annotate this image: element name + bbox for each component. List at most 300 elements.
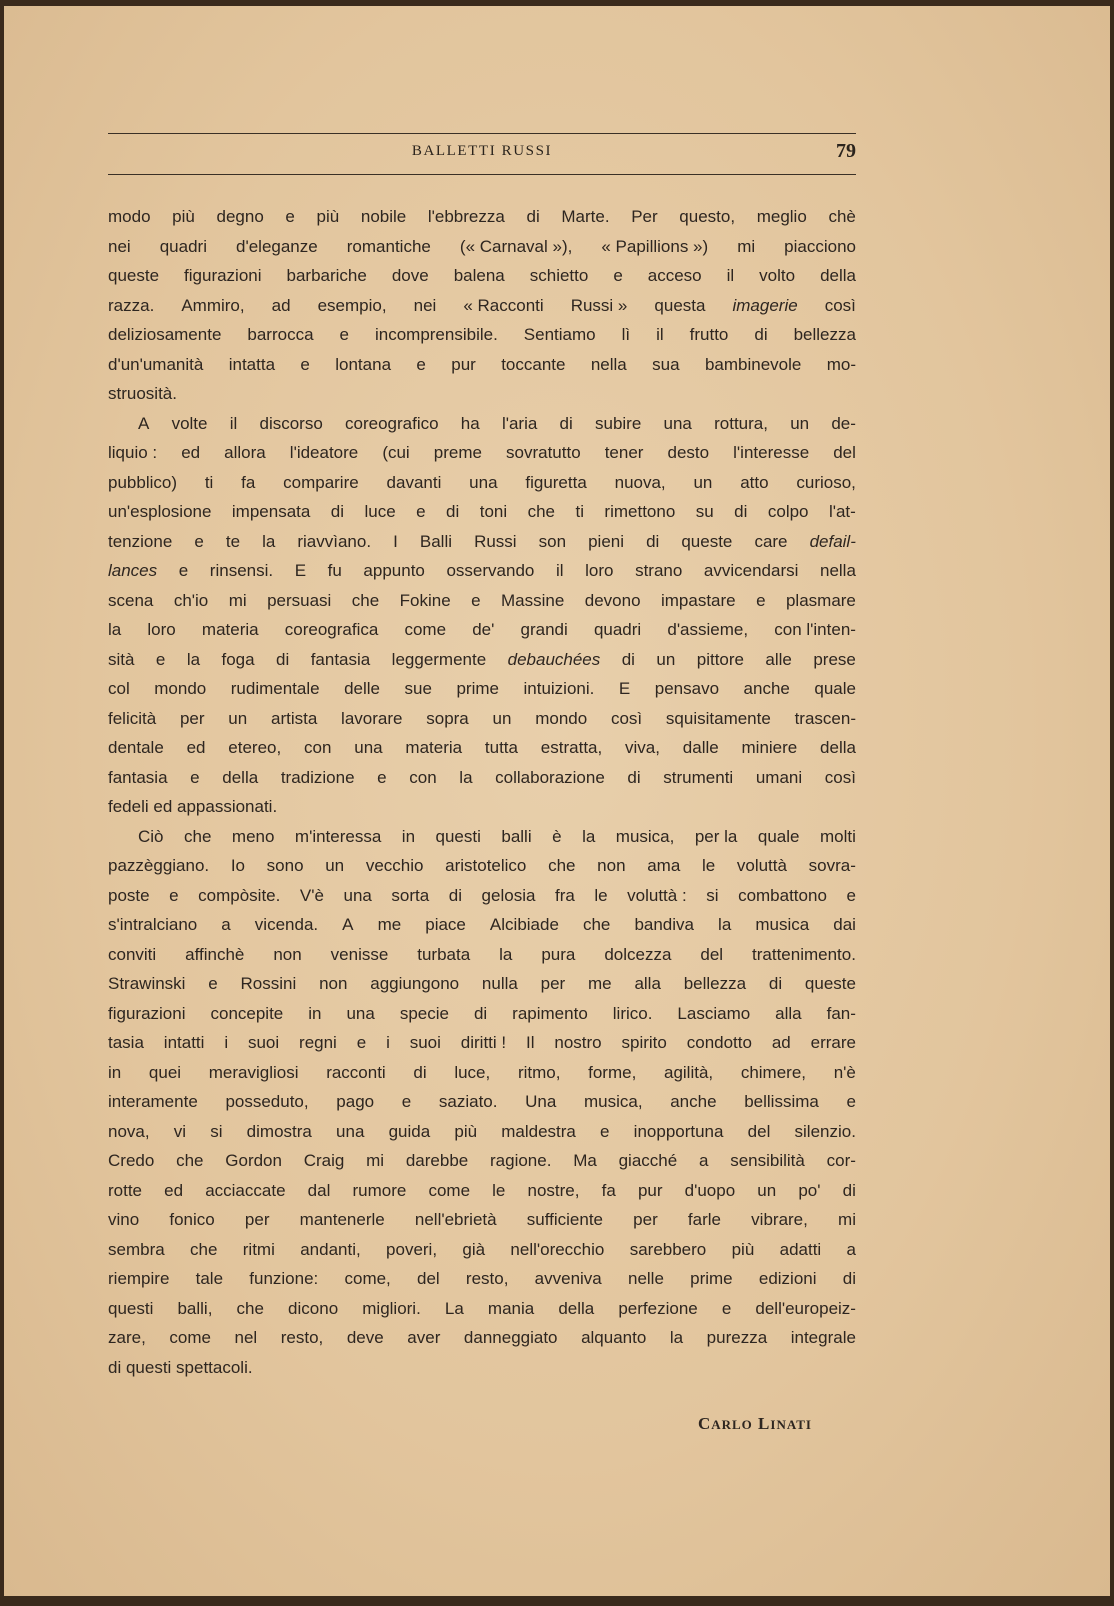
word: le <box>492 1180 506 1200</box>
word: barrocca <box>247 325 314 344</box>
word: nulla <box>481 974 518 993</box>
word: l'interesse <box>733 443 810 462</box>
text-line <box>108 881 856 911</box>
word: de' <box>472 620 495 639</box>
word: tutta <box>484 738 518 757</box>
text-line <box>108 438 856 468</box>
line-text: struosità. <box>108 384 177 403</box>
word: fa <box>601 1180 616 1200</box>
word: e <box>416 354 426 374</box>
text-line <box>108 1294 856 1324</box>
word: acceso <box>647 266 702 285</box>
word: ed <box>186 738 206 757</box>
word: degno <box>216 207 264 226</box>
word: inopportuna <box>633 1121 724 1141</box>
word: dolcezza <box>604 944 672 964</box>
word: romantiche <box>346 236 431 256</box>
word: (cui <box>382 443 410 462</box>
word: collaborazione <box>495 767 605 787</box>
word: comparire <box>283 472 359 492</box>
word: trascen- <box>794 708 856 728</box>
word: Gordon <box>225 1151 282 1170</box>
word: la <box>108 620 122 639</box>
word: sua <box>652 354 680 374</box>
word: rotte <box>108 1180 143 1200</box>
word: dell'europeiz- <box>755 1298 856 1318</box>
word: atto <box>740 472 769 492</box>
word: funzione: <box>249 1269 319 1288</box>
word: un <box>790 413 810 433</box>
text-line <box>108 615 856 645</box>
word: sarebbero <box>629 1239 707 1259</box>
word: di <box>526 207 540 226</box>
word: alla <box>775 1003 802 1023</box>
word: figurazioni <box>108 1003 186 1023</box>
word: mantenerle <box>299 1210 385 1229</box>
word: Lasciamo <box>677 1003 751 1023</box>
word: sono <box>266 856 304 875</box>
word: così <box>824 295 856 315</box>
word: « Papillions ») <box>601 236 709 256</box>
word: per <box>244 1210 270 1229</box>
word: un <box>757 1180 777 1200</box>
word: ch'io <box>173 590 209 610</box>
word: gelosia <box>481 885 536 905</box>
word: e <box>285 207 295 226</box>
word: balli, <box>177 1298 213 1318</box>
word: prime <box>690 1269 733 1288</box>
word: i <box>386 1033 390 1052</box>
word: dalle <box>682 738 719 757</box>
word: E <box>294 561 307 580</box>
word: musica, <box>583 1092 643 1111</box>
word: rottura, <box>714 413 768 433</box>
word: sufficiente <box>526 1210 603 1229</box>
word: fantasia <box>108 767 168 787</box>
word: turbata <box>417 944 471 964</box>
word: frutto <box>689 325 729 344</box>
word: che <box>527 502 556 521</box>
word: luce <box>364 502 396 521</box>
word: Rossini <box>240 974 297 993</box>
word: aristotelico <box>445 856 527 875</box>
word: agilità, <box>664 1062 714 1082</box>
word: desto <box>667 443 710 462</box>
word: tradizione <box>280 767 355 787</box>
word: e <box>721 1298 732 1318</box>
word: un <box>492 708 512 728</box>
word: si <box>210 1121 223 1141</box>
text-line <box>108 409 856 439</box>
word: giacché <box>618 1151 678 1170</box>
text-line <box>108 1264 856 1294</box>
word: specie <box>399 1003 449 1023</box>
word: grandi <box>520 620 568 639</box>
word: estratta, <box>540 738 603 757</box>
word: ritmi <box>242 1239 275 1259</box>
word: quale <box>814 679 856 698</box>
word: è <box>552 826 562 846</box>
text-line <box>108 822 856 852</box>
word: aggiungono <box>370 974 460 993</box>
word: di <box>330 502 345 521</box>
word: queste <box>108 266 160 285</box>
word: che <box>184 826 212 846</box>
word: di <box>559 413 573 433</box>
word: impastare <box>660 590 736 610</box>
word: aver <box>407 1328 441 1347</box>
text-line <box>108 1323 856 1353</box>
word: vecchio <box>365 856 424 875</box>
word: davanti <box>386 472 442 492</box>
word: regni <box>299 1033 337 1052</box>
word: di <box>754 325 768 344</box>
word: che <box>548 856 576 875</box>
word: pubblico) <box>108 472 177 492</box>
word: queste <box>681 531 733 551</box>
word: lontana <box>335 354 392 374</box>
word: dicono <box>288 1298 339 1318</box>
word: s'intralciano <box>108 915 198 934</box>
word: quadri <box>593 620 642 639</box>
word: molti <box>819 826 856 846</box>
word: nella <box>820 561 856 580</box>
word: di <box>842 1269 856 1288</box>
text-line <box>108 1353 856 1383</box>
word: tener <box>604 443 644 462</box>
word: Balli <box>419 531 453 551</box>
word: n'è <box>833 1062 856 1082</box>
word: integrale <box>790 1328 856 1347</box>
word: una <box>336 1121 365 1141</box>
word: intatta <box>228 354 276 374</box>
word: piacciono <box>784 236 856 256</box>
word: l'at- <box>828 502 856 521</box>
word: A <box>138 413 150 433</box>
word: razza. <box>108 295 155 315</box>
text-line <box>108 1058 856 1088</box>
word: la <box>186 649 201 669</box>
word: mondo <box>535 708 588 728</box>
word: interamente <box>108 1092 198 1111</box>
word: de- <box>831 413 856 433</box>
word: della <box>820 738 856 757</box>
word: la <box>499 944 513 964</box>
word: allora <box>224 443 266 462</box>
word: osservando <box>446 561 535 580</box>
word: per <box>540 974 566 993</box>
word: la <box>669 1328 684 1347</box>
word: resto, <box>280 1328 324 1347</box>
word: m'interessa <box>294 826 382 846</box>
word: liquio : <box>108 443 158 462</box>
word: (« Carnaval »), <box>459 236 573 256</box>
word: della <box>820 266 856 285</box>
text-line <box>108 674 856 704</box>
word: Per <box>631 207 658 226</box>
word: silenzio. <box>794 1121 856 1141</box>
word: impensata <box>231 502 311 521</box>
word: chè <box>828 207 856 226</box>
italic-word: imagerie <box>732 295 798 315</box>
text-line <box>108 1028 856 1058</box>
word: col <box>108 679 130 698</box>
word: sensibilità <box>730 1151 805 1170</box>
word: piace <box>425 915 466 934</box>
word: cor- <box>826 1151 856 1170</box>
word: strano <box>635 561 683 580</box>
word: di <box>448 885 462 905</box>
word: tale <box>195 1269 224 1288</box>
text-line <box>108 969 856 999</box>
word: viva, <box>625 738 660 757</box>
italic-word: debauchées <box>507 649 601 669</box>
word: di <box>621 649 635 669</box>
word: che <box>236 1298 264 1318</box>
text-line <box>108 733 856 763</box>
word: sorta <box>391 885 430 905</box>
word: loro <box>147 620 176 639</box>
word: alquanto <box>581 1328 647 1347</box>
word: bellezza <box>793 325 856 344</box>
text-line <box>108 940 856 970</box>
word: a <box>221 915 231 934</box>
word: anche <box>670 1092 717 1111</box>
word: coreografica <box>284 620 379 639</box>
word: per <box>633 1210 658 1229</box>
word: mania <box>487 1298 535 1318</box>
word: nel <box>234 1328 258 1347</box>
word: coreografico <box>345 413 439 433</box>
text-line <box>108 1235 856 1265</box>
text-line <box>108 379 856 409</box>
word: mo- <box>826 354 856 374</box>
word: racconti <box>326 1062 386 1082</box>
word: voluttà <box>736 856 787 875</box>
text-line <box>108 704 856 734</box>
word: son <box>538 531 567 551</box>
word: una <box>663 413 692 433</box>
text-line <box>108 291 856 321</box>
word: migliori. <box>362 1298 421 1318</box>
word: « Racconti <box>463 295 544 315</box>
word: ad <box>771 1033 791 1052</box>
word: Una <box>525 1092 557 1111</box>
word: artista <box>270 708 318 728</box>
word: Craig <box>303 1151 345 1170</box>
word: etereo, <box>228 738 282 757</box>
word: ti <box>204 472 214 492</box>
word: questi <box>435 826 481 846</box>
word: guida <box>388 1121 431 1141</box>
word: mi <box>737 236 756 256</box>
word: fa <box>241 472 256 492</box>
word: alle <box>765 649 792 669</box>
text-line <box>108 232 856 262</box>
word: venisse <box>330 944 389 964</box>
word: persuasi <box>267 590 332 610</box>
italic-word: defail- <box>809 531 856 551</box>
word: modo <box>108 207 151 226</box>
word: mi <box>838 1210 856 1229</box>
word: il <box>726 266 735 285</box>
word: schietto <box>529 266 589 285</box>
page-header <box>108 133 856 175</box>
text-line <box>108 1205 856 1235</box>
word: rapimento <box>512 1003 588 1023</box>
word: nella <box>590 354 627 374</box>
word: perfezione <box>618 1298 698 1318</box>
word: di <box>276 649 290 669</box>
word: dentale <box>108 738 164 757</box>
word: Russi <box>474 531 517 551</box>
word: dal <box>307 1180 331 1200</box>
word: conviti <box>108 944 157 964</box>
word: quale <box>757 826 800 846</box>
word: me <box>588 974 612 993</box>
text-line <box>108 792 856 822</box>
word: ragione. <box>490 1151 552 1170</box>
word: per la <box>694 826 738 846</box>
word: lirico. <box>612 1003 653 1023</box>
word: compòsite. <box>198 885 281 905</box>
word: pura <box>541 944 576 964</box>
word: prese <box>813 649 856 669</box>
word: nuova, <box>614 472 666 492</box>
word: Sentiamo <box>523 325 596 344</box>
word: meglio <box>756 207 807 226</box>
word: con <box>304 738 332 757</box>
text-line <box>108 645 856 675</box>
word: l'aria <box>501 413 538 433</box>
word: e <box>178 561 189 580</box>
word: e <box>194 531 204 551</box>
word: intatti <box>163 1033 205 1052</box>
word: pittore <box>696 649 744 669</box>
word: V'è <box>299 885 324 905</box>
word: di <box>734 502 748 521</box>
word: le <box>701 856 716 875</box>
running-head: BALLETTI RUSSI <box>411 143 553 159</box>
line-text: fedeli ed appassionati. <box>108 797 278 816</box>
word: per <box>179 708 205 728</box>
word: e <box>613 266 623 285</box>
word: subire <box>594 413 642 433</box>
word: vino <box>108 1210 140 1229</box>
word: zare, <box>108 1328 146 1347</box>
word: e <box>846 1092 856 1111</box>
word: e <box>600 1121 610 1141</box>
word: del <box>747 1121 771 1141</box>
word: una <box>469 472 498 492</box>
word: musica, <box>615 826 675 846</box>
word: strumenti <box>663 767 734 787</box>
word: care <box>754 531 788 551</box>
text-line <box>108 468 856 498</box>
word: d'assieme, <box>667 620 749 639</box>
word: miniere <box>741 738 798 757</box>
word: balli <box>501 826 532 846</box>
word: diritti ! <box>460 1033 507 1052</box>
word: mondo <box>154 679 207 698</box>
word: pago <box>336 1092 375 1111</box>
text-line <box>108 320 856 350</box>
word: e <box>401 1092 412 1111</box>
word: come <box>169 1328 211 1347</box>
word: in <box>108 1062 122 1082</box>
word: dove <box>391 266 429 285</box>
word: acciaccate <box>205 1180 286 1200</box>
word: ed <box>181 443 201 462</box>
word: plasmare <box>785 590 856 610</box>
word: come, <box>344 1269 391 1288</box>
word: bellissima <box>744 1092 819 1111</box>
signature-initial: C <box>697 1414 712 1433</box>
word: avvicendarsi <box>703 561 799 580</box>
word: danneggiato <box>463 1328 558 1347</box>
word: Alcibiade <box>489 915 559 934</box>
text-line <box>108 910 856 940</box>
word: darebbe <box>405 1151 469 1170</box>
word: questa <box>654 295 706 315</box>
word: come <box>428 1180 471 1200</box>
word: Ammiro, <box>181 295 245 315</box>
word: una <box>343 885 372 905</box>
word: vi <box>173 1121 187 1141</box>
word: trattenimento. <box>752 944 856 964</box>
word: si <box>706 885 719 905</box>
word: fu <box>327 561 342 580</box>
word: ha <box>460 413 480 433</box>
word: queste <box>804 974 856 993</box>
word: con l'inten- <box>774 620 856 639</box>
word: del <box>833 443 856 462</box>
word: A <box>342 915 354 934</box>
signature-smallcaps: INATI <box>770 1417 812 1432</box>
word: po' <box>798 1180 821 1200</box>
word: intuizioni. <box>523 679 595 698</box>
word: così <box>824 767 856 787</box>
word: questo, <box>679 207 736 226</box>
word: appunto <box>363 561 425 580</box>
word: nell'ebrietà <box>414 1210 497 1229</box>
word: della <box>558 1298 595 1318</box>
word: di <box>842 1180 856 1200</box>
word: rudimentale <box>230 679 320 698</box>
word: che <box>176 1151 204 1170</box>
word: scena <box>108 590 154 610</box>
word: a <box>846 1239 856 1259</box>
word: l'ideatore <box>289 443 359 462</box>
word: le <box>594 885 608 905</box>
word: sovratutto <box>506 443 581 462</box>
word: una <box>354 738 383 757</box>
word: che <box>190 1239 218 1259</box>
book-page <box>4 6 1110 1596</box>
word: non <box>273 944 302 964</box>
word: il <box>229 413 238 433</box>
word: e <box>208 974 218 993</box>
italic-word: lances <box>108 561 158 580</box>
word: a <box>698 1151 709 1170</box>
article-body <box>108 202 856 1382</box>
word: come <box>404 620 447 639</box>
word: alla <box>634 974 661 993</box>
word: un <box>656 649 676 669</box>
word: sembra <box>108 1239 165 1259</box>
word: fan- <box>826 1003 856 1023</box>
word: pensavo <box>654 679 720 698</box>
